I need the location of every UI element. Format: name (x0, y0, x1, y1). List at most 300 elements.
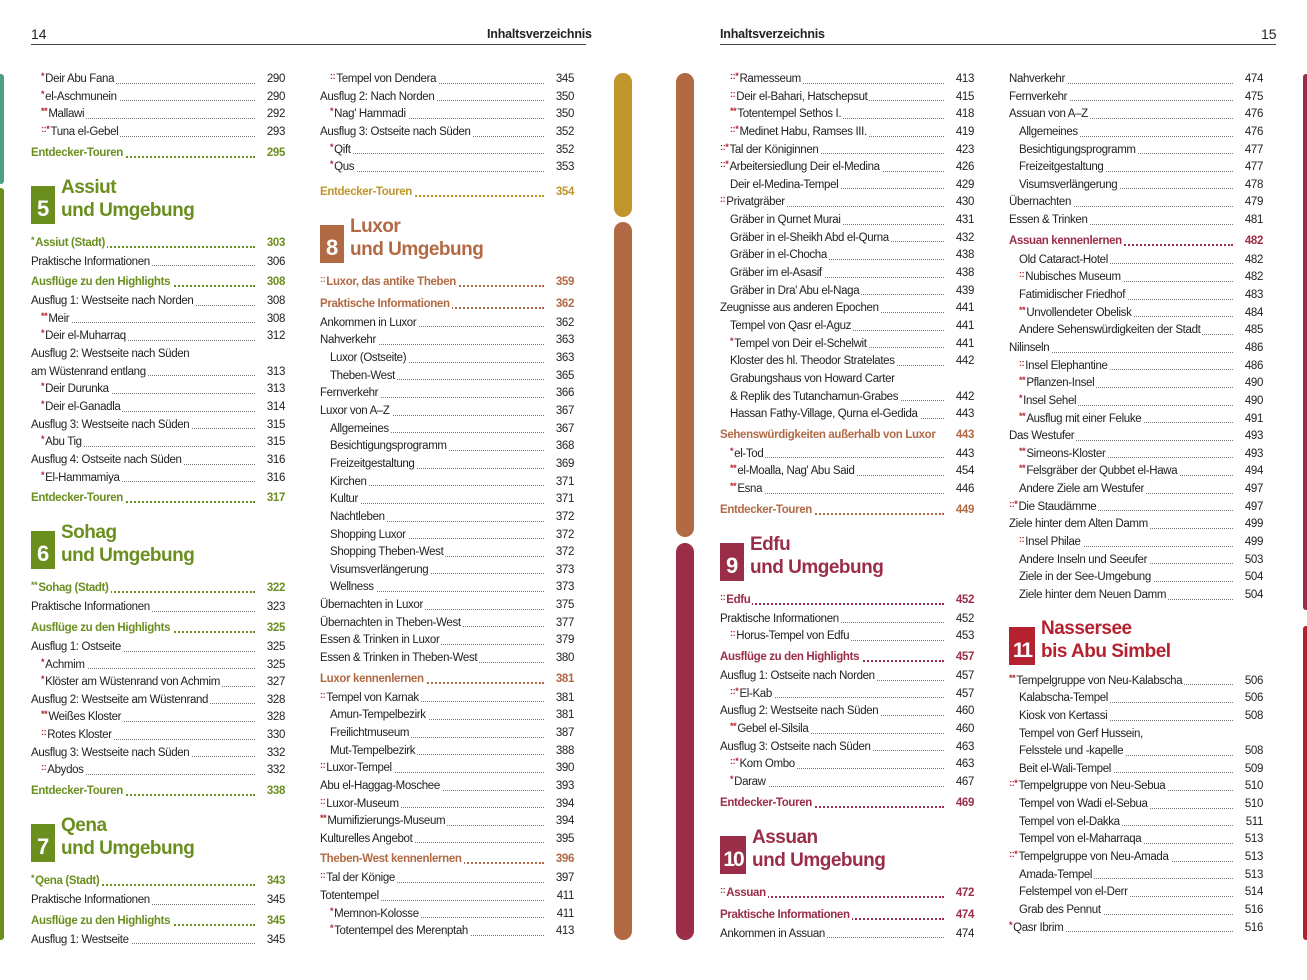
toc-entry-text (1009, 196, 1073, 208)
toc-entry-label: Shopping Theben-West (330, 546, 444, 559)
toc-entry[interactable] (1009, 761, 1263, 779)
toc-page-number: 460 (951, 703, 974, 721)
toc-entry[interactable] (720, 406, 974, 424)
toc-entry-text (720, 670, 877, 682)
toc-entry[interactable] (1009, 743, 1263, 761)
toc-entry[interactable] (1009, 534, 1263, 552)
toc-entry[interactable] (31, 381, 285, 399)
toc-entry[interactable] (320, 743, 574, 761)
toc-entry[interactable] (1009, 867, 1263, 885)
toc-entry[interactable] (720, 194, 974, 212)
toc-entry-label: Grabungshaus von Howard Carter (730, 372, 895, 385)
toc-page-number: 313 (262, 364, 285, 382)
toc-entry[interactable] (720, 283, 974, 301)
toc-entry-label: el-Aschmunein (45, 90, 117, 103)
chapter-title-line-2: und Umgebung (752, 849, 886, 871)
toc-entry[interactable] (320, 796, 574, 814)
toc-page-number: 509 (1240, 761, 1263, 779)
toc-entry[interactable] (1009, 778, 1263, 796)
toc-entry[interactable] (1009, 690, 1263, 708)
toc-page-number: 330 (262, 727, 285, 745)
toc-entry[interactable] (1009, 322, 1263, 340)
toc-entry-label: Theben-West kennenlernen (320, 853, 462, 866)
toc-entry[interactable] (320, 385, 574, 403)
toc-section-entry[interactable] (31, 142, 285, 164)
toc-entry[interactable] (1009, 463, 1263, 481)
toc-section-entry[interactable] (31, 780, 285, 802)
toc-page-number: 438 (951, 247, 974, 265)
toc-entry[interactable] (31, 674, 285, 692)
toc-entry-text (1009, 254, 1110, 266)
toc-entry[interactable] (720, 336, 974, 354)
toc-entry[interactable] (320, 315, 574, 333)
toc-entry-text (720, 335, 869, 350)
toc-entry[interactable] (1009, 305, 1263, 323)
toc-entry-text (320, 298, 452, 310)
toc-entry-text (720, 705, 880, 717)
toc-entry[interactable] (720, 353, 974, 371)
toc-entry[interactable] (31, 89, 285, 107)
toc-entry[interactable] (320, 888, 574, 906)
toc-page-number: 413 (551, 923, 574, 941)
highlight-rating-marker: * (41, 399, 45, 410)
toc-entry-text (31, 934, 131, 946)
toc-entry-label: Insel Elephantine (1025, 359, 1108, 372)
toc-section-entry[interactable] (320, 181, 574, 203)
toc-entry[interactable] (320, 760, 574, 778)
toc-entry[interactable] (320, 725, 574, 743)
toc-page-number: 482 (1240, 230, 1263, 252)
toc-section-entry[interactable] (31, 487, 285, 509)
toc-entry-text (720, 373, 897, 385)
toc-page-number: 467 (951, 774, 974, 792)
toc-entry[interactable] (1009, 177, 1263, 195)
toc-entry[interactable] (720, 124, 974, 142)
toc-entry[interactable] (320, 615, 574, 633)
toc-entry[interactable] (720, 446, 974, 464)
toc-entry-text (31, 469, 122, 484)
toc-entry[interactable] (320, 474, 574, 492)
toc-entry[interactable] (1009, 428, 1263, 446)
toc-entry-text (31, 656, 87, 671)
toc-entry[interactable] (720, 247, 974, 265)
toc-section-entry[interactable] (31, 870, 285, 892)
toc-page-number: 368 (551, 438, 574, 456)
toc-entry[interactable] (720, 371, 974, 389)
toc-entry[interactable] (31, 311, 285, 329)
toc-entry[interactable] (320, 142, 574, 160)
toc-section-entry[interactable] (320, 848, 574, 870)
toc-entry-text (320, 652, 479, 664)
toc-entry[interactable] (720, 686, 974, 704)
toc-entry[interactable] (320, 124, 574, 142)
highlight-rating-marker: * (41, 656, 45, 667)
toc-entry[interactable] (720, 142, 974, 160)
toc-entry[interactable] (320, 527, 574, 545)
highlight-rating-marker: ::* (730, 123, 739, 134)
toc-entry[interactable] (1009, 124, 1263, 142)
toc-entry-label: Andere Ziele am Westufer (1019, 483, 1144, 496)
toc-entry[interactable] (1009, 269, 1263, 287)
toc-entry[interactable] (320, 71, 574, 89)
toc-entry-label: Medinet Habu, Ramses III. (739, 125, 867, 138)
toc-entry[interactable] (31, 346, 285, 364)
toc-entry[interactable] (720, 212, 974, 230)
toc-entry[interactable] (720, 89, 974, 107)
toc-entry[interactable] (720, 481, 974, 499)
toc-entry[interactable] (31, 932, 285, 950)
running-head-right: Inhaltsverzeichnis (720, 27, 825, 41)
toc-entry-label: Allgemeines (1019, 125, 1078, 138)
chapter-tab-rust-left (614, 222, 632, 940)
toc-entry[interactable] (1009, 673, 1263, 691)
toc-entry-text (1009, 886, 1130, 898)
toc-entry-text (31, 348, 191, 360)
toc-entry[interactable] (31, 106, 285, 124)
toc-entry[interactable] (320, 159, 574, 177)
toc-entry-label: Deir Abu Fana (45, 73, 115, 85)
toc-entry-text (720, 483, 764, 495)
toc-entry[interactable] (720, 628, 974, 646)
chapter-heading (31, 176, 285, 224)
toc-entry[interactable] (1009, 194, 1263, 212)
toc-entry[interactable] (320, 421, 574, 439)
toc-entry[interactable] (320, 650, 574, 668)
highlight-rating-marker: * (31, 873, 35, 884)
toc-entry[interactable] (320, 89, 574, 107)
toc-entry-text (31, 383, 111, 395)
toc-page-number: 371 (551, 491, 574, 509)
toc-entry[interactable] (1009, 831, 1263, 849)
toc-entry[interactable] (31, 434, 285, 452)
toc-entry[interactable] (720, 300, 974, 318)
toc-entry[interactable] (1009, 212, 1263, 230)
toc-entry[interactable] (720, 318, 974, 336)
toc-entry[interactable] (31, 364, 285, 382)
toc-page-number: 390 (551, 760, 574, 778)
toc-entry[interactable] (720, 177, 974, 195)
toc-entry-text (320, 186, 414, 198)
toc-section-entry[interactable] (31, 577, 285, 599)
toc-entry[interactable] (1009, 796, 1263, 814)
toc-page-number: 394 (551, 813, 574, 831)
highlight-rating-marker: ** (1019, 410, 1026, 421)
toc-entry-text (320, 890, 381, 902)
toc-entry-label: Abydos (47, 764, 84, 777)
toc-entry-text (1009, 554, 1149, 566)
toc-entry[interactable] (1009, 516, 1263, 534)
toc-entry-text (1009, 728, 1145, 740)
toc-entry-text (31, 711, 123, 723)
toc-page-number: 316 (262, 470, 285, 488)
toc-entry[interactable] (31, 254, 285, 272)
toc-page-number: 415 (951, 89, 974, 107)
toc-entry-label: Entdecker-Touren (31, 492, 123, 505)
toc-entry[interactable] (31, 293, 285, 311)
highlight-rating-marker: * (330, 159, 334, 170)
toc-entry-text (1009, 445, 1107, 460)
toc-entry[interactable] (31, 399, 285, 417)
toc-entry[interactable] (320, 509, 574, 527)
toc-entry-label: Klöster am Wüstenrand von Achmim (45, 676, 220, 689)
toc-entry-label: Beit el-Wali-Tempel (1019, 762, 1111, 775)
toc-entry[interactable] (1009, 814, 1263, 832)
toc-section-entry[interactable] (1009, 230, 1263, 252)
toc-entry-label: Gräber im el-Asasif (730, 267, 822, 280)
toc-section-entry[interactable] (320, 293, 574, 315)
toc-entry-label: Besichtigungsprogramm (330, 440, 447, 453)
toc-entry[interactable] (720, 463, 974, 481)
toc-entry[interactable] (320, 778, 574, 796)
toc-section-entry[interactable] (720, 882, 974, 904)
toc-entry[interactable] (1009, 499, 1263, 517)
toc-page-number: 363 (551, 350, 574, 368)
toc-entry-text (720, 797, 814, 809)
toc-entry[interactable] (1009, 587, 1263, 605)
toc-entry[interactable] (31, 599, 285, 617)
toc-entry[interactable] (320, 491, 574, 509)
toc-entry-label: Insel Sehel (1023, 394, 1077, 407)
chapter-title-line-1: Qena (61, 815, 107, 837)
toc-entry[interactable] (720, 611, 974, 629)
toc-entry-label: Übernachten in Luxor (320, 599, 423, 612)
toc-entry-label: Ankommen in Assuan (720, 927, 825, 940)
toc-page-number: 497 (1240, 499, 1263, 517)
toc-entry[interactable] (31, 745, 285, 763)
toc-entry[interactable] (320, 579, 574, 597)
toc-entry-text (720, 285, 861, 297)
highlight-rating-marker: ** (31, 580, 38, 591)
toc-entry-text (31, 676, 222, 688)
toc-entry-text (720, 88, 869, 103)
toc-entry[interactable] (1009, 89, 1263, 107)
toc-entry-text (720, 355, 897, 367)
toc-page-number: 463 (951, 739, 974, 757)
toc-entry[interactable] (1009, 849, 1263, 867)
toc-entry[interactable] (320, 368, 574, 386)
toc-entry-label: Freizeitgestaltung (330, 457, 415, 470)
highlight-rating-marker: ::* (730, 71, 739, 81)
toc-section-entry[interactable] (720, 792, 974, 814)
toc-entry[interactable] (31, 452, 285, 470)
toc-entry[interactable] (320, 597, 574, 615)
toc-entry[interactable] (720, 230, 974, 248)
toc-entry-text (1009, 304, 1133, 319)
toc-entry-label: Qus (334, 161, 355, 174)
toc-entry[interactable] (720, 389, 974, 407)
toc-entry[interactable] (320, 562, 574, 580)
toc-entry-text (320, 853, 464, 865)
toc-entry[interactable] (1009, 552, 1263, 570)
toc-entry-label: Felsstele und -kapelle (1019, 745, 1124, 758)
toc-entry-label: Übernachten in Theben-West (320, 616, 461, 629)
toc-section-entry[interactable] (31, 271, 285, 293)
toc-entry[interactable] (31, 762, 285, 780)
toc-section-entry[interactable] (720, 904, 974, 926)
toc-entry-label: Ausflug 1: Ostseite (31, 640, 121, 653)
toc-entry-label: Gräber in Qurnet Murai (730, 214, 841, 227)
toc-entry[interactable] (720, 703, 974, 721)
toc-entry[interactable] (720, 926, 974, 944)
toc-page-number: 474 (1240, 71, 1263, 89)
toc-entry[interactable] (31, 727, 285, 745)
toc-page-number: 345 (262, 932, 285, 950)
toc-entry[interactable] (720, 668, 974, 686)
toc-entry[interactable] (320, 813, 574, 831)
running-head-left: Inhaltsverzeichnis (487, 27, 592, 41)
toc-entry-label: Assuan von A–Z (1009, 108, 1088, 121)
toc-page-number: 443 (951, 424, 974, 446)
toc-entry-label: Kloster des hl. Theodor Stratelates (730, 355, 895, 368)
toc-entry-label: Tempel von Deir el-Schelwit (734, 337, 867, 350)
toc-entry-label: Kulturelles Angebot (320, 832, 413, 845)
highlight-rating-marker: * (1009, 919, 1013, 930)
toc-entry[interactable] (320, 106, 574, 124)
toc-section-entry[interactable] (720, 499, 974, 521)
toc-entry-text (320, 405, 392, 417)
toc-entry[interactable] (320, 438, 574, 456)
toc-entry-text (320, 317, 418, 329)
highlight-rating-marker: :: (1019, 534, 1025, 545)
toc-entry[interactable] (31, 892, 285, 910)
toc-entry[interactable] (31, 328, 285, 346)
toc-entry[interactable] (320, 403, 574, 421)
toc-entry-text (320, 141, 353, 156)
toc-entry-label: Kultur (330, 493, 358, 506)
toc-entry[interactable] (320, 707, 574, 725)
toc-entry[interactable] (320, 923, 574, 941)
toc-page-number: 478 (1240, 177, 1263, 195)
toc-entry[interactable] (720, 106, 974, 124)
toc-entry[interactable] (31, 124, 285, 142)
highlight-rating-marker: ** (730, 720, 737, 731)
toc-page-number: 516 (1240, 920, 1263, 938)
toc-entry-label: Luxor von A–Z (320, 405, 390, 418)
toc-entry[interactable] (320, 332, 574, 350)
toc-entry-text (720, 141, 820, 156)
toc-entry[interactable] (320, 456, 574, 474)
toc-entry[interactable] (1009, 902, 1263, 920)
toc-entry-text (720, 408, 920, 420)
toc-entry[interactable] (1009, 287, 1263, 305)
toc-entry[interactable] (1009, 569, 1263, 587)
toc-entry[interactable] (720, 71, 974, 89)
toc-page-number: 457 (951, 646, 974, 668)
toc-section-entry[interactable] (320, 668, 574, 690)
dot-leader (720, 603, 944, 605)
toc-entry[interactable] (1009, 358, 1263, 376)
toc-entry[interactable] (1009, 375, 1263, 393)
toc-entry-label: Ziele in der See-Umgebung (1019, 571, 1151, 584)
chapter-tab-rust-right (676, 73, 694, 537)
highlight-rating-marker: ::* (720, 141, 729, 152)
toc-page-number: 369 (551, 456, 574, 474)
toc-section-entry[interactable] (31, 232, 285, 254)
toc-entry[interactable] (31, 639, 285, 657)
toc-entry[interactable] (320, 350, 574, 368)
toc-page-number: 506 (1240, 690, 1263, 708)
toc-entry[interactable] (31, 470, 285, 488)
toc-entry[interactable] (320, 632, 574, 650)
chapter-title-line-1: Nassersee (1041, 617, 1132, 639)
toc-entry[interactable] (1009, 708, 1263, 726)
toc-entry-label: El-Kab (739, 687, 772, 700)
toc-entry[interactable] (1009, 411, 1263, 429)
highlight-rating-marker: * (41, 674, 45, 685)
toc-entry[interactable] (1009, 726, 1263, 744)
toc-entry[interactable] (720, 756, 974, 774)
toc-entry[interactable] (31, 71, 285, 89)
toc-page-number: 373 (551, 579, 574, 597)
chapter-number: 6 (31, 531, 55, 569)
toc-entry[interactable] (31, 709, 285, 727)
toc-entry-text (320, 511, 387, 523)
chapter-heading (1009, 617, 1263, 665)
toc-section-entry[interactable] (720, 646, 974, 668)
toc-entry[interactable] (1009, 446, 1263, 464)
toc-entry[interactable] (31, 692, 285, 710)
toc-page-number: 476 (1240, 124, 1263, 142)
toc-entry[interactable] (320, 906, 574, 924)
toc-page-number: 493 (1240, 428, 1263, 446)
toc-entry[interactable] (31, 417, 285, 435)
toc-section-entry[interactable] (320, 271, 574, 293)
toc-entry-text (31, 747, 191, 759)
toc-entry[interactable] (720, 159, 974, 177)
toc-entry[interactable] (320, 870, 574, 888)
toc-entry[interactable] (1009, 106, 1263, 124)
toc-entry[interactable] (1009, 71, 1263, 89)
toc-entry[interactable] (1009, 340, 1263, 358)
toc-page-number: 419 (951, 124, 974, 142)
toc-entry[interactable] (320, 831, 574, 849)
toc-entry[interactable] (1009, 920, 1263, 938)
toc-section-entry[interactable] (31, 910, 285, 932)
toc-entry-text (31, 622, 172, 634)
toc-entry[interactable] (1009, 252, 1263, 270)
toc-entry[interactable] (320, 690, 574, 708)
toc-entry[interactable] (1009, 159, 1263, 177)
toc-entry-text (320, 423, 391, 435)
toc-entry[interactable] (1009, 884, 1263, 902)
toc-entry[interactable] (1009, 393, 1263, 411)
toc-page-number: 475 (1240, 89, 1263, 107)
toc-entry[interactable] (1009, 481, 1263, 499)
toc-entry[interactable] (320, 544, 574, 562)
toc-entry-text (320, 440, 449, 452)
toc-entry[interactable] (31, 657, 285, 675)
toc-entry-label: Grab des Pennut (1019, 903, 1101, 916)
toc-entry-label: Totentempel Sethos I. (737, 108, 842, 121)
toc-entry-label: Abu Tig (45, 436, 82, 449)
toc-page-number: 432 (951, 230, 974, 248)
toc-entry-text (1009, 161, 1105, 173)
toc-entry[interactable] (1009, 142, 1263, 160)
highlight-rating-marker: ::* (730, 685, 739, 696)
toc-entry[interactable] (720, 774, 974, 792)
toc-entry[interactable] (720, 265, 974, 283)
toc-entry-label: Freilichtmuseum (330, 726, 410, 739)
toc-section-entry[interactable] (720, 424, 974, 446)
toc-entry[interactable] (720, 739, 974, 757)
toc-section-entry[interactable] (31, 617, 285, 639)
highlight-rating-marker: ** (730, 481, 737, 492)
toc-entry-label: Allgemeines (330, 422, 389, 435)
toc-entry-text (31, 366, 148, 378)
toc-entry[interactable] (720, 721, 974, 739)
toc-page-number: 490 (1240, 393, 1263, 411)
toc-section-entry[interactable] (720, 589, 974, 611)
